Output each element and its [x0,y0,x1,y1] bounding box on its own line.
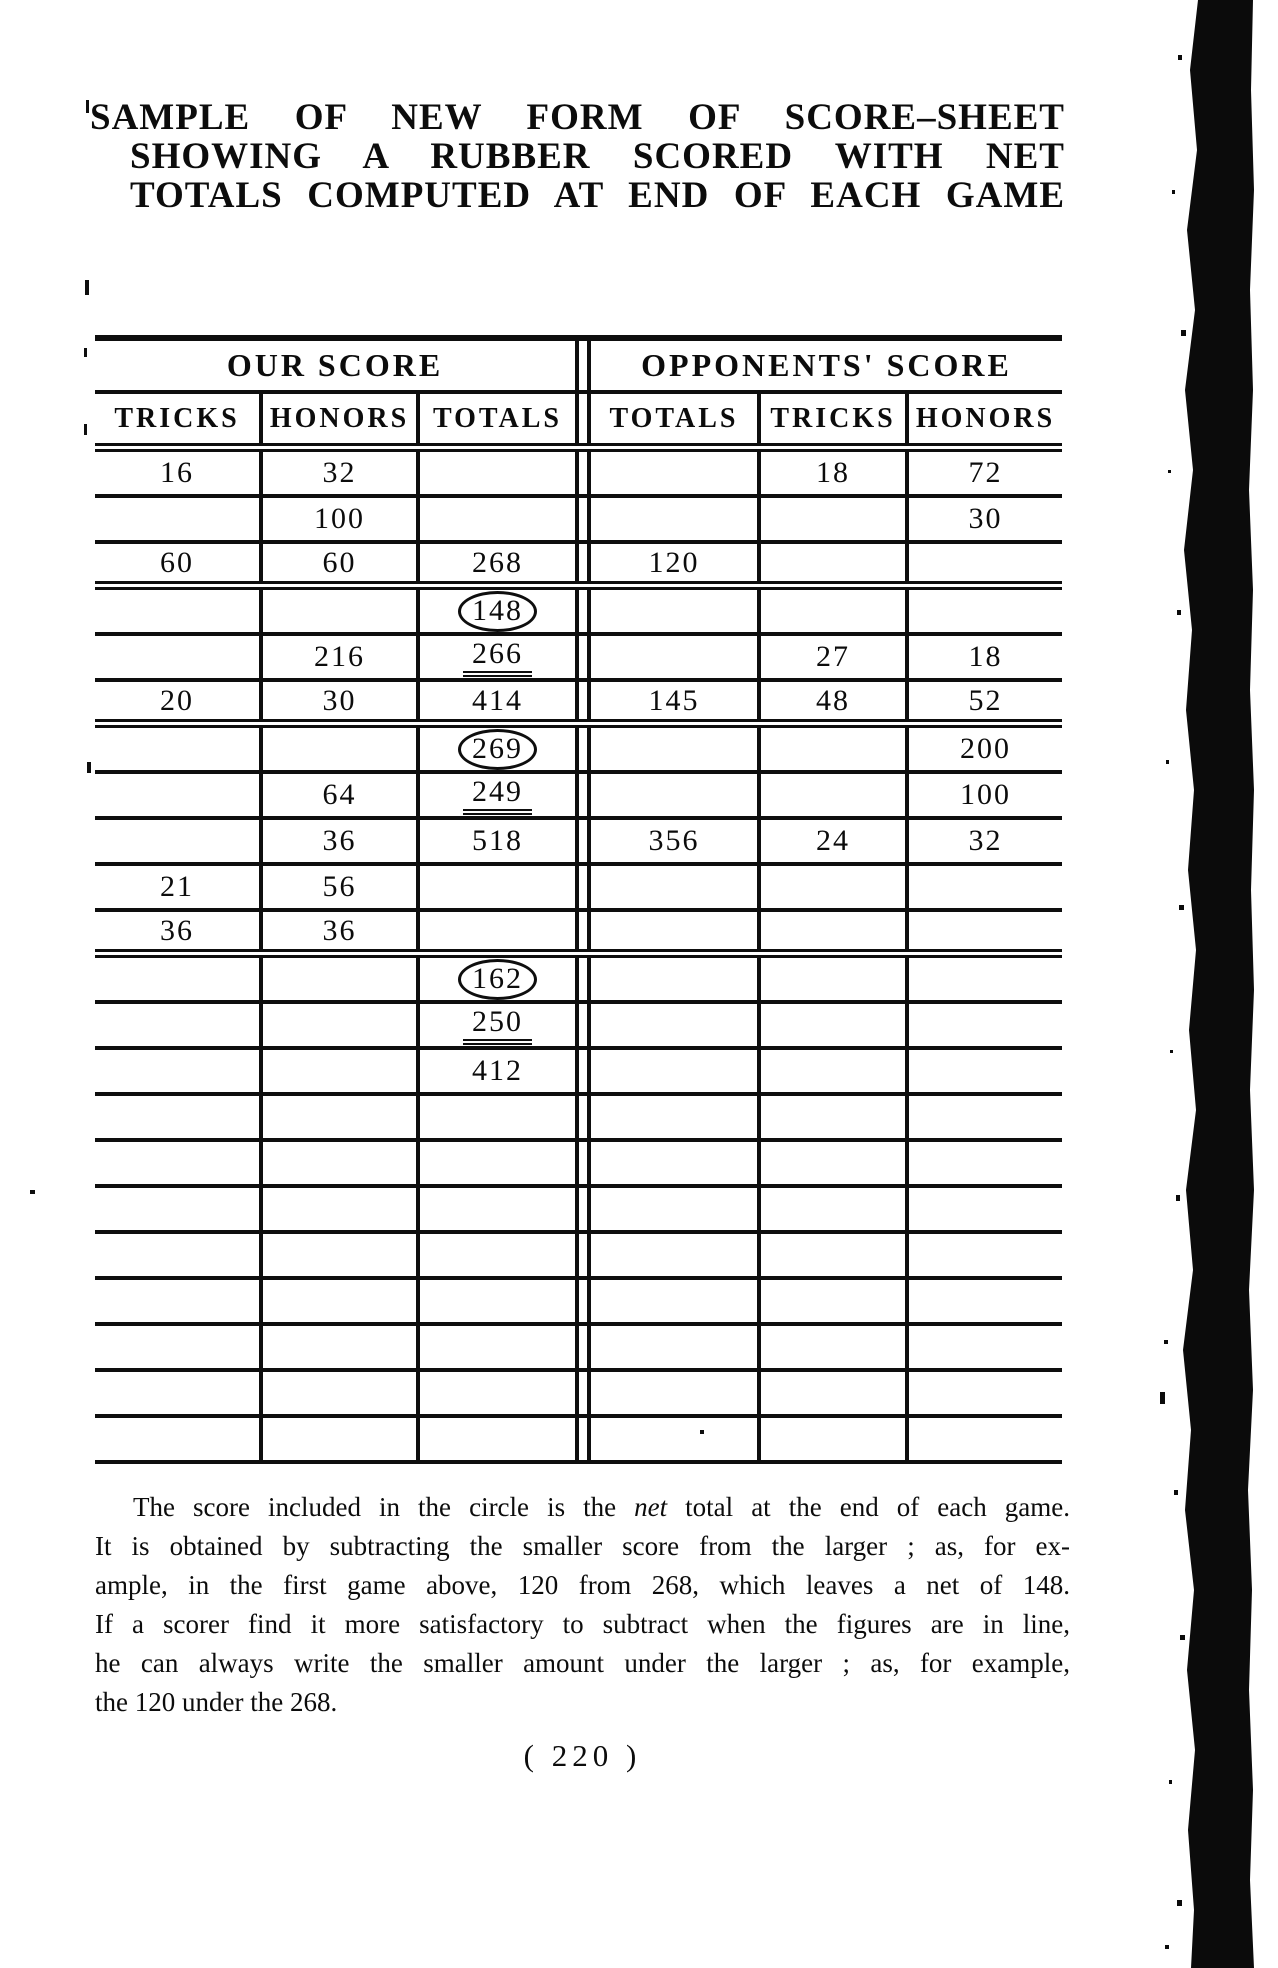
score-cell [761,682,909,719]
score-cell [95,912,263,949]
center-divider [575,1234,591,1276]
opponents-score-label: OPPONENTS' SCORE [641,347,1012,383]
score-cell [591,452,761,494]
score-cell [420,728,575,770]
score-cell [909,452,1062,494]
score-cell [591,636,761,678]
score-cell [263,1050,420,1092]
ink-speck [30,1190,35,1194]
center-divider [575,1372,591,1414]
note-line [95,1527,1070,1566]
score-cell [420,1004,575,1046]
score-value: 20 [160,683,194,717]
score-cell [909,1050,1062,1092]
score-cell [761,1142,909,1184]
score-cell [263,774,420,816]
score-cell [420,1418,575,1460]
score-cell [909,1142,1062,1184]
our-score-header [95,341,575,390]
section-header-row [95,341,1062,394]
ink-speck [86,100,89,113]
score-cell [909,1188,1062,1230]
table-row [95,1142,1062,1188]
score-cell [95,958,263,1000]
score-cell [761,866,909,908]
ink-speck [700,1430,704,1434]
our-score-label: OUR SCORE [226,347,444,383]
score-underlined: 266 [463,637,532,677]
score-cell [95,1372,263,1414]
score-cell [591,590,761,632]
score-value: 30 [968,502,1003,535]
note-line [95,1605,1070,1644]
score-cell [263,1326,420,1368]
score-cell [420,682,575,719]
score-cell [761,912,909,949]
ink-speck [84,348,87,357]
score-cell [761,1050,909,1092]
score-cell [420,1050,575,1092]
score-value: 268 [472,545,523,579]
score-cell [591,1280,761,1322]
table-row [95,1188,1062,1234]
table-row [95,1280,1062,1326]
score-cell [263,912,420,949]
score-cell [591,544,761,581]
score-cell [591,1004,761,1046]
score-cell [95,1096,263,1138]
score-cell [591,912,761,949]
score-cell [95,636,263,678]
score-cell [263,452,420,494]
note-line [95,1488,1070,1527]
score-cell [909,1280,1062,1322]
column-header [591,394,761,443]
score-cell [420,866,575,908]
score-cell [761,1372,909,1414]
score-cell [263,728,420,770]
score-cell [761,774,909,816]
table-row [95,866,1062,912]
score-cell [420,1326,575,1368]
net-total-circled: 148 [458,591,537,632]
score-cell [591,1096,761,1138]
center-divider [575,774,591,816]
score-cell [263,1004,420,1046]
center-divider [575,544,591,581]
score-cell [95,590,263,632]
note-text: ample, in the first game above, 120 from 268, which leaves a net of 148. [95,1570,1070,1600]
score-cell [420,912,575,949]
score-value: 518 [472,824,523,857]
score-value: 60 [160,545,194,579]
center-divider [575,452,591,494]
score-cell [420,636,575,678]
score-cell [761,498,909,540]
center-divider [575,394,591,443]
note-text: The score included in the circle is the [133,1492,635,1522]
score-cell [761,636,909,678]
table-row [95,1372,1062,1418]
score-cell [263,498,420,540]
score-cell [591,1418,761,1460]
score-cell [591,1142,761,1184]
score-value: 18 [968,640,1003,673]
score-cell [95,728,263,770]
score-cell [761,1418,909,1460]
score-cell [761,1188,909,1230]
score-cell [95,498,263,540]
score-cell [909,1326,1062,1368]
center-divider [575,1418,591,1460]
score-value: 52 [968,683,1003,717]
column-header [420,394,575,443]
score-cell [909,1234,1062,1276]
column-header-label: HONORS [915,402,1056,434]
note-text: total at the end of each game. [667,1492,1071,1522]
ink-speck [85,280,89,295]
score-cell [761,1096,909,1138]
score-value: 414 [472,683,523,717]
column-header [263,394,420,443]
column-header-label: HONORS [269,402,410,434]
score-cell [591,498,761,540]
center-divider [575,498,591,540]
score-cell [420,1188,575,1230]
score-cell [591,1050,761,1092]
score-cell [761,1234,909,1276]
score-cell [95,1188,263,1230]
ink-speck [84,424,87,435]
score-cell [761,1280,909,1322]
table-row [95,728,1062,774]
score-cell [95,774,263,816]
score-cell [909,774,1062,816]
score-cell [761,1004,909,1046]
score-cell [95,1418,263,1460]
table-row [95,1004,1062,1050]
score-cell [95,866,263,908]
column-header [95,394,263,443]
table-row [95,774,1062,820]
score-cell [420,1096,575,1138]
column-header [909,394,1062,443]
table-row [95,820,1062,866]
table-row [95,958,1062,1004]
score-value: 30 [322,683,357,717]
score-cell [95,1326,263,1368]
score-cell [263,1234,420,1276]
table-row [95,912,1062,958]
ink-speck [87,762,91,773]
score-value: 356 [648,824,700,857]
center-divider [575,1326,591,1368]
score-cell [420,820,575,862]
table-row [95,590,1062,636]
table-row [95,1326,1062,1372]
score-value: 36 [160,913,194,947]
score-value: 36 [322,913,357,947]
score-cell [591,1188,761,1230]
score-cell [761,958,909,1000]
table-row [95,636,1062,682]
score-cell [591,1234,761,1276]
score-cell [263,1096,420,1138]
score-cell [263,1142,420,1184]
score-cell [591,774,761,816]
score-cell [263,1280,420,1322]
score-value: 24 [816,824,850,857]
note-text: the 120 under the 268. [95,1687,338,1717]
title-line: SHOWING A RUBBER SCORED WITH NET [130,136,1065,177]
score-cell [909,728,1062,770]
score-underlined: 249 [463,775,532,815]
note-line [95,1683,1070,1722]
score-cell [95,1234,263,1276]
center-divider [575,1096,591,1138]
score-cell [761,1326,909,1368]
center-divider [575,682,591,719]
score-cell [909,1004,1062,1046]
score-cell [591,1326,761,1368]
score-value: 21 [160,870,194,903]
score-cell [95,1004,263,1046]
score-value: 100 [314,502,365,535]
score-cell [591,958,761,1000]
table-row [95,498,1062,544]
explanatory-note [95,1488,1070,1722]
page-number: ( 220 ) [523,1738,642,1773]
score-cell [909,1372,1062,1414]
column-header-label: TOTALS [432,402,562,434]
note-italic-word: net [634,1492,668,1522]
table-row [95,682,1062,728]
score-cell [420,498,575,540]
score-value: 64 [322,778,357,811]
score-cell [95,452,263,494]
center-divider [575,1280,591,1322]
score-cell [761,452,909,494]
center-divider [575,1142,591,1184]
score-cell [263,544,420,581]
score-cell [263,866,420,908]
center-divider [575,866,591,908]
score-cell [263,682,420,719]
score-cell [909,1418,1062,1460]
score-cell [420,452,575,494]
score-cell [909,636,1062,678]
title-line: TOTALS COMPUTED AT END OF EACH GAME [130,175,1065,216]
score-sheet-table [95,335,1062,1464]
score-cell [909,820,1062,862]
page-title [90,98,1065,215]
score-value: 56 [322,870,357,903]
score-cell [591,1372,761,1414]
column-header [761,394,909,443]
score-cell [263,1418,420,1460]
score-value: 60 [322,545,357,579]
note-line [95,1644,1070,1683]
score-value: 36 [322,824,357,857]
column-header-label: TRICKS [114,402,240,434]
note-text: he can always write the smaller amount under the larger ; as, for example, [95,1648,1070,1678]
score-cell [761,820,909,862]
score-cell [909,1096,1062,1138]
note-line [95,1566,1070,1605]
score-underlined: 250 [463,1005,532,1045]
center-divider [575,958,591,1000]
table-row [95,1050,1062,1096]
score-cell [420,1142,575,1184]
score-value: 100 [960,778,1011,811]
score-cell [95,1142,263,1184]
score-value: 412 [472,1054,523,1087]
note-text: It is obtained by subtracting the smaller score from the larger ; as, for ex- [95,1531,1070,1561]
score-cell [420,1280,575,1322]
center-divider [575,1004,591,1046]
score-cell [591,728,761,770]
score-value: 145 [648,683,700,717]
column-header-label: TOTALS [609,402,739,434]
score-value: 48 [816,683,850,717]
score-cell [420,544,575,581]
score-cell [420,1372,575,1414]
score-cell [761,728,909,770]
score-cell [95,682,263,719]
score-cell [95,1280,263,1322]
score-cell [420,774,575,816]
score-value: 200 [960,732,1011,765]
score-cell [909,912,1062,949]
score-cell [591,682,761,719]
center-divider [575,820,591,862]
note-text: If a scorer find it more satisfactory to subtract when the figures are in line, [95,1609,1070,1639]
score-cell [420,958,575,1000]
score-cell [263,636,420,678]
center-divider [575,1050,591,1092]
table-row [95,1234,1062,1280]
score-cell [909,590,1062,632]
score-cell [95,544,263,581]
score-rows [95,452,1062,1464]
center-divider [575,728,591,770]
table-row [95,452,1062,498]
score-cell [591,820,761,862]
score-cell [909,544,1062,581]
score-value: 16 [160,456,194,489]
score-cell [95,820,263,862]
score-value: 216 [314,640,365,673]
score-cell [591,866,761,908]
score-cell [420,590,575,632]
net-total-circled: 269 [458,729,537,770]
table-row [95,1418,1062,1464]
score-cell [263,590,420,632]
score-cell [263,958,420,1000]
score-cell [420,1234,575,1276]
center-divider [575,1188,591,1230]
score-value: 27 [816,640,850,673]
center-divider [575,636,591,678]
center-divider [575,341,591,390]
column-header-label: TRICKS [770,402,896,434]
score-value: 32 [322,456,357,489]
score-value: 72 [968,456,1003,489]
center-divider [575,912,591,949]
net-total-circled: 162 [458,959,537,1000]
score-cell [909,682,1062,719]
opponents-score-header [591,341,1062,390]
column-header-row [95,394,1062,452]
score-cell [909,866,1062,908]
table-row [95,1096,1062,1142]
table-row [95,544,1062,590]
score-value: 120 [648,545,700,579]
title-line: SAMPLE OF NEW FORM OF SCORE–SHEET [90,97,1065,138]
scan-edge-band [1158,0,1278,1968]
score-cell [909,498,1062,540]
center-divider [575,590,591,632]
score-cell [761,544,909,581]
score-value: 18 [816,456,850,489]
score-cell [263,820,420,862]
score-cell [263,1372,420,1414]
score-cell [761,590,909,632]
score-value: 32 [968,824,1003,857]
score-cell [263,1188,420,1230]
score-cell [95,1050,263,1092]
score-cell [909,958,1062,1000]
